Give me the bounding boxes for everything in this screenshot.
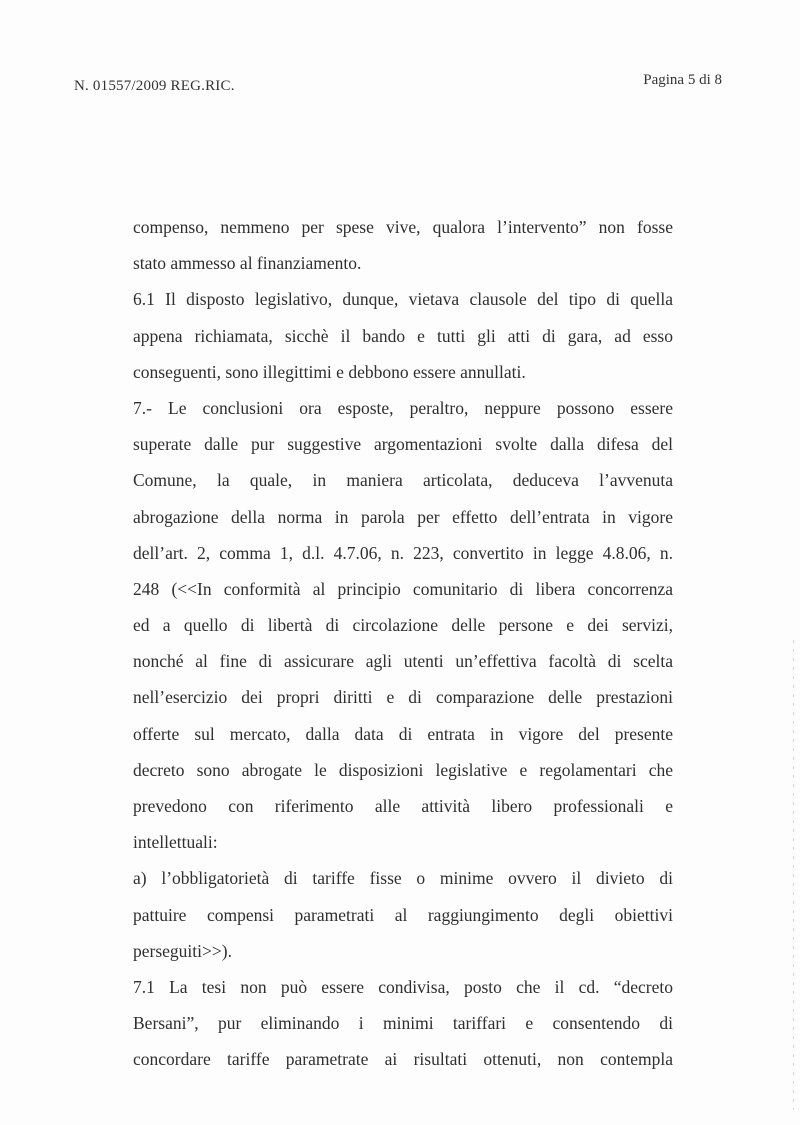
text-line: 7.- Le conclusioni ora esposte, peraltro, neppure possono essere	[133, 397, 673, 418]
text-line: abrogazione della norma in parola per effetto dell’entrata in vigore	[133, 506, 673, 527]
text-line: concordare tariffe parametrate ai risultati ottenuti, non contempla	[133, 1049, 673, 1070]
text-line: pattuire compensi parametrati al raggiungimento degli obiettivi	[133, 904, 673, 925]
text-line: 248 (<<In conformità al principio comunitario di libera concorrenza	[133, 578, 673, 599]
case-number: N. 01557/2009 REG.RIC.	[74, 78, 235, 94]
text-line: Comune, la quale, in maniera articolata, deduceva l’avvenuta	[133, 470, 673, 491]
text-line: decreto sono abrogate le disposizioni legislative e regolamentari che	[133, 759, 673, 780]
page-number: Pagina 5 di 8	[643, 72, 722, 88]
text-line: offerte sul mercato, dalla data di entrata in vigore del presente	[133, 723, 673, 744]
text-line: appena richiamata, sicchè il bando e tutti gli atti di gara, ad esso	[133, 325, 673, 346]
text-line: compenso, nemmeno per spese vive, qualora l’intervento” non fosse	[133, 217, 673, 237]
text-line: prevedono con riferimento alle attività libero professionali e	[133, 796, 673, 816]
text-line: 6.1 Il disposto legislativo, dunque, vietava clausole del tipo di quella	[133, 289, 673, 310]
text-line: conseguenti, sono illegittimi e debbono essere annullati.	[133, 361, 526, 382]
text-line: nonché al fine di assicurare agli utenti un’effettiva facoltà di scelta	[133, 651, 673, 672]
text-line: dell’art. 2, comma 1, d.l. 4.7.06, n. 223, convertito in legge 4.8.06, n.	[133, 542, 673, 563]
scan-edge-artifact	[793, 640, 794, 1110]
text-line: Bersani”, pur eliminando i minimi tariffari e consentendo di	[133, 1013, 673, 1034]
text-line: intellettuali:	[133, 832, 218, 853]
text-line: a) l’obbligatorietà di tariffe fisse o minime ovvero il divieto di	[133, 868, 673, 889]
text-line: perseguiti>>).	[133, 940, 232, 961]
text-line: ed a quello di libertà di circolazione delle persone e dei servizi,	[133, 615, 673, 636]
text-line: stato ammesso al finanziamento.	[133, 253, 362, 274]
text-line: nell’esercizio dei propri diritti e di comparazione delle prestazioni	[133, 687, 673, 708]
text-line: 7.1 La tesi non può essere condivisa, posto che il cd. “decreto	[133, 976, 673, 997]
text-line: superate dalle pur suggestive argomentazioni svolte dalla difesa del	[133, 434, 673, 455]
body-text	[133, 209, 673, 1078]
